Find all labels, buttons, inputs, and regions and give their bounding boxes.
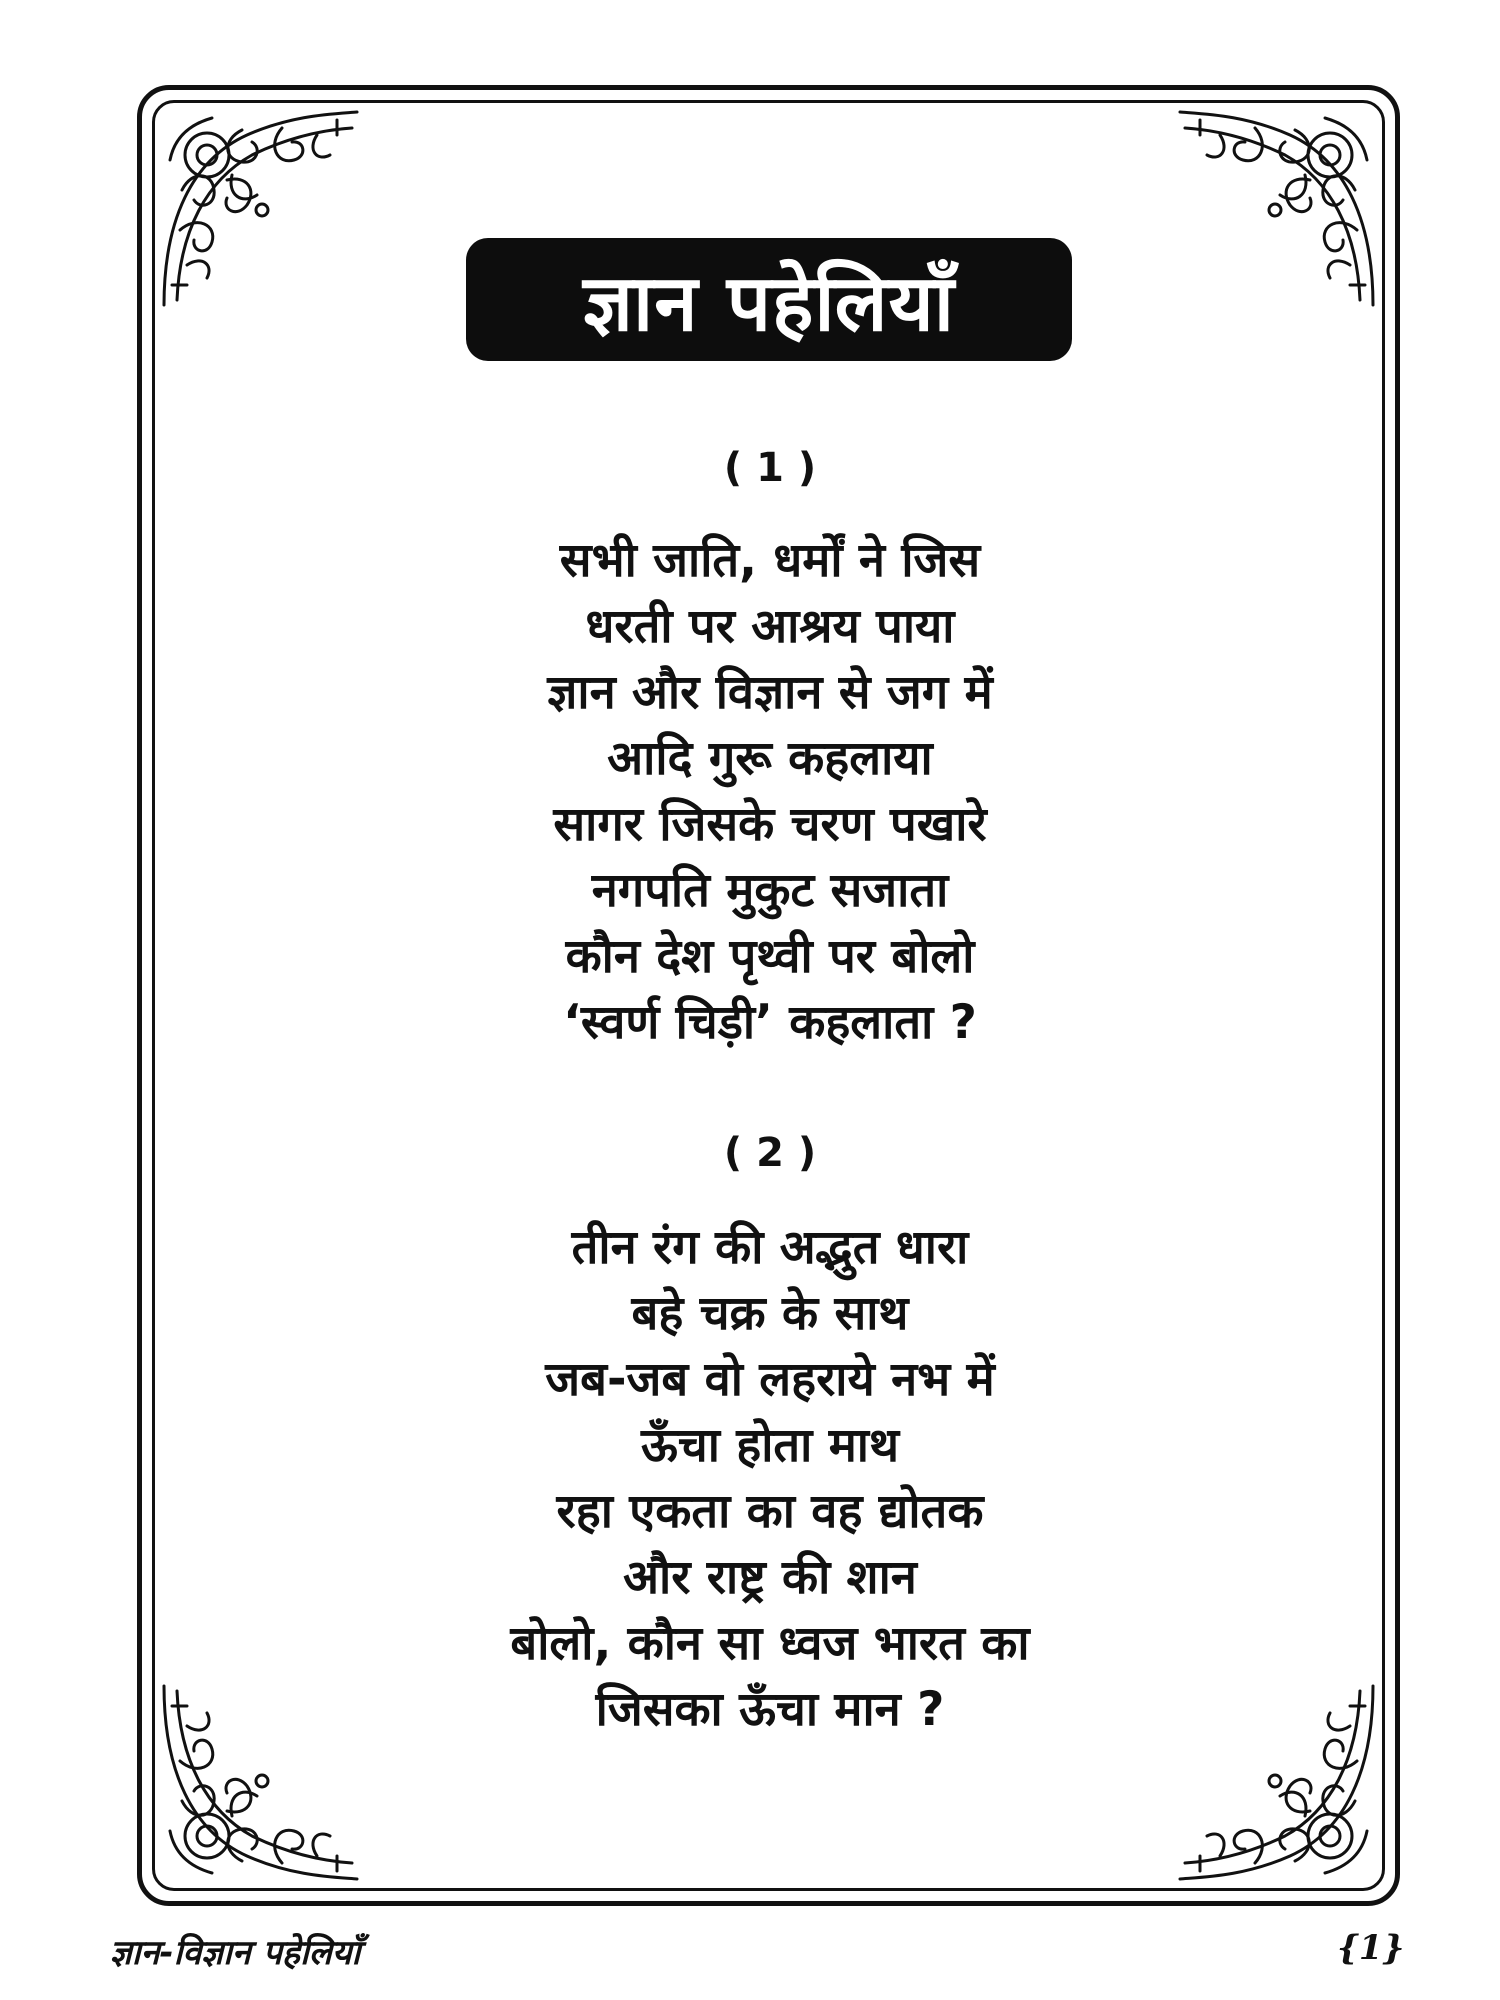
footer-book-title: ज्ञान-विज्ञान पहेलियाँ: [110, 1933, 361, 1973]
riddle-2-verse: [0, 1215, 1500, 1743]
riddle-1-verse: [0, 528, 1500, 1056]
verse-line: ज्ञान और विज्ञान से जग में: [547, 665, 993, 720]
verse-line: नगपति मुकुट सजाता: [591, 863, 949, 918]
verse-line: और राष्ट्र की शान: [623, 1550, 917, 1605]
verse-line: धरती पर आश्रय पाया: [585, 599, 955, 654]
verse-line: सागर जिसके चरण पखारे: [553, 797, 987, 852]
page-number: {1}: [1337, 1928, 1405, 1968]
corner-ornament-top-right: [1170, 100, 1385, 315]
verse-line: बोलो, कौन सा ध्वज भारत का: [510, 1616, 1030, 1671]
verse-line: आदि गुरू कहलाया: [607, 731, 933, 786]
verse-line: रहा एकता का वह द्योतक: [556, 1484, 984, 1539]
riddle-number-2: ( 2 ): [723, 1130, 817, 1176]
verse-line: सभी जाति, धर्मों ने जिस: [559, 533, 981, 588]
verse-line: तीन रंग की अद्भुत धारा: [571, 1220, 969, 1275]
corner-ornament-top-left: [152, 100, 367, 315]
verse-line: जब-जब वो लहराये नभ में: [545, 1352, 995, 1407]
verse-line: बहे चक्र के साथ: [631, 1286, 909, 1341]
page-title: ज्ञान पहेलियाँ: [583, 258, 955, 349]
riddle-number-1: ( 1 ): [723, 445, 817, 491]
verse-line: जिसका ऊँचा मान ?: [595, 1682, 945, 1737]
verse-line: ऊँचा होता माथ: [640, 1418, 900, 1473]
verse-line: ‘स्वर्ण चिड़ी’ कहलाता ?: [563, 995, 977, 1050]
title-banner: [466, 238, 1072, 361]
verse-line: कौन देश पृथ्वी पर बोलो: [565, 929, 975, 984]
